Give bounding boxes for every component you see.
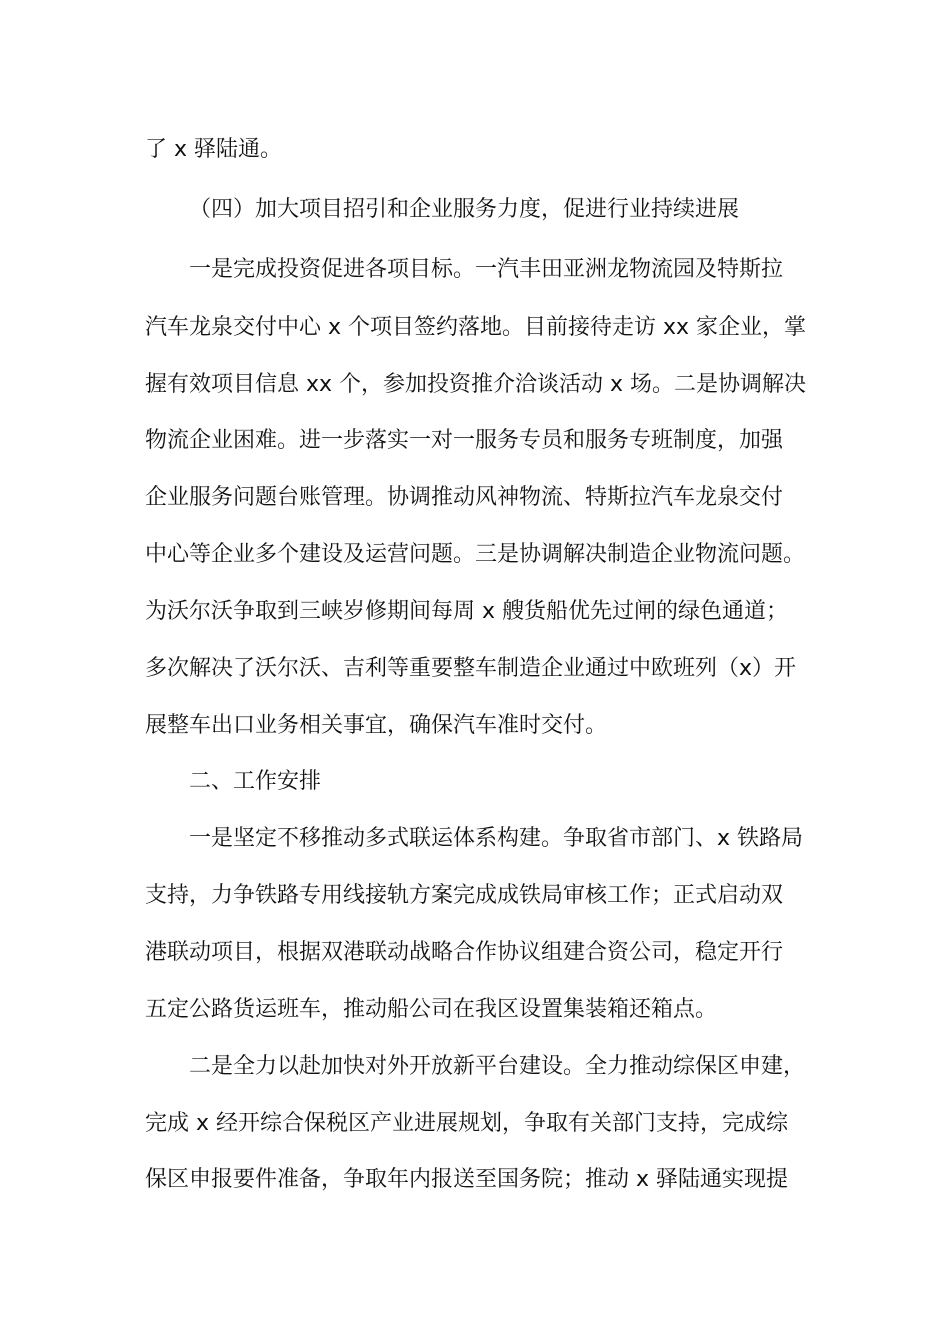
- paragraph-line: 中心等企业多个建设及运营问题。三是协调解决制造企业物流问题。: [145, 542, 806, 567]
- paragraph-line: 完成 x 经开综合保税区产业进展规划，争取有关部门支持，完成综: [145, 1111, 789, 1136]
- paragraph-line: 港联动项目，根据双港联动战略合作协议组建合资公司，稳定开行: [145, 940, 784, 965]
- paragraph-line: 一是坚定不移推动多式联运体系构建。争取省市部门、x 铁路局: [189, 826, 804, 851]
- paragraph-line: 展整车出口业务相关事宜，确保汽车准时交付。: [145, 713, 608, 738]
- paragraph-line: 多次解决了沃尔沃、吉利等重要整车制造企业通过中欧班列（x）开: [145, 656, 797, 681]
- paragraph-line: 二是全力以赴加快对外开放新平台建设。全力推动综保区申建，: [189, 1054, 806, 1079]
- paragraph-line: 汽车龙泉交付中心 x 个项目签约落地。目前接待走访 xx 家企业，掌: [145, 315, 807, 340]
- paragraph-line: 握有效项目信息 xx 个，参加投资推介洽谈活动 x 场。二是协调解决: [145, 372, 807, 397]
- section-heading: （四）加大项目招引和企业服务力度，促进行业持续进展: [189, 197, 740, 222]
- paragraph-line: 支持，力争铁路专用线接轨方案完成成铁局审核工作；正式启动双: [145, 883, 784, 908]
- paragraph-line: 了 x 驿陆通。: [145, 137, 283, 162]
- paragraph-line: 企业服务问题台账管理。协调推动风神物流、特斯拉汽车龙泉交付: [145, 485, 784, 510]
- paragraph-line: 一是完成投资促进各项目标。一汽丰田亚洲龙物流园及特斯拉: [189, 257, 784, 282]
- paragraph-line: 为沃尔沃争取到三峡岁修期间每周 x 艘货船优先过闸的绿色通道；: [145, 599, 789, 624]
- section-heading: 二、工作安排: [189, 769, 322, 794]
- paragraph-line: 物流企业困难。进一步落实一对一服务专员和服务专班制度，加强: [145, 428, 784, 453]
- paragraph-line: 保区申报要件准备，争取年内报送至国务院；推动 x 驿陆通实现提: [145, 1167, 789, 1192]
- paragraph-line: 五定公路货运班车，推动船公司在我区设置集装箱还箱点。: [145, 997, 718, 1022]
